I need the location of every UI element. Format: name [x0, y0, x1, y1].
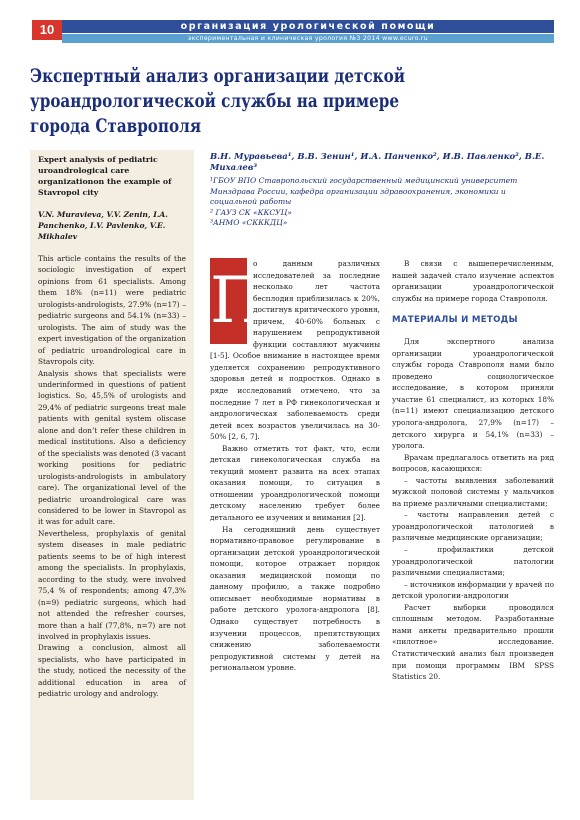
body-paragraph: Расчет выборки проводился сплошным методом. Разработанные нами анкеты предварительно прошли «пилотное» исследование. Статистический анализ был произведен при помощи программы IBM SPSS Statistics 20.: [392, 602, 554, 682]
abstract-paragraph: Analysis shows that specialists were underinformed in questions of patient logistics. So, 45,5% of urologists and 29,4% of pediatric surgeons treat male patients with genital system oliscase alone and don’t refer these children in medical institutions. Also a deficiency of the specialists was denoted (3 vacant working positions for pediatric urologists-andrologists in ambulatory care). The organizational level of the pediatric uroandrological care was considered to be lower in Stavropol as it was for adult care.: [38, 368, 186, 527]
list-item: – частоты выявления заболеваний мужской половой системы у мальчиков на приеме различными специалистами;: [392, 475, 554, 508]
journal-subline-band: экспериментальная и клиническая урология №3 2014 www.ecuro.ru: [62, 34, 554, 43]
english-abstract: [38, 253, 186, 700]
body-column-left: [210, 258, 380, 674]
abstract-paragraph: This article contains the results of the sociologic investigation of expert opinions from 61 specialists. Among them 18% (n=11) were pediatric urologists-andrologists, 27.9% (n=17) – pediatric surgeons and 54.1% (n=33) – urologists. The aim of study was the expert investigation of the organization of pediatric uroandrological care in Stavropols city.: [38, 254, 186, 367]
article-title: Экспертный анализ организации детской уроандрологической службы на примере города Ставрополя: [30, 66, 405, 137]
body-paragraph: Врачам предлагалось ответить на ряд вопросов, касающихся:: [392, 452, 554, 474]
list-item: – источников информации у врачей по детской урологии-андрологии: [392, 579, 554, 601]
section-title-band: организация урологической помощи: [62, 20, 554, 33]
affiliation: ¹ГБОУ ВПО Ставропольский государственный медицинский университет Минздрава России, кафедра организации здравоохранения, экономики и социальной работы: [210, 176, 518, 206]
page-header: [0, 0, 580, 52]
body-paragraph: В связи с вышеперечисленным, нашей задачей стало изучение аспектов организации уроандрологической службы на примере города Ставрополя.: [392, 259, 554, 303]
body-paragraph: На сегодняшний день существует нормативно-правовое регулирование в организации детской уроандрологической помощи, которое отражает порядок оказания медицинской помощи по данному профилю, а также подробно описывает необходимые нормативы в работе детского уролога-андролога [8]. Однако существует потребность в изучении процессов, препятствующих снижению заболеваемости репродуктивной системы у детей на региональном уровне.: [210, 524, 380, 673]
body-paragraph: о данным различных исследователей за последние несколько лет частота бесплодия приблизилась к 20%, достигнув критического уровня, причем, 40-60% больных с нарушением репродуктивной функции составляют мужчины [1-5]. Особое внимание в настоящее время уделяется сохранению репродуктивного здоровья детей и подростков. Однако в ряде исследований отмечено, что за последние 7 лет в РФ гинекологическая и андрологическая заболеваемость среди детей всех возрастов увеличилась на 30-50% [2, 6, 7].: [210, 259, 380, 442]
body-paragraph: Важно отметить тот факт, что, если детская гинекологическая служба на текущий момент развита на всех этапах оказания помощи, то ситуация в отношении уроандрологической помощи детскому населению требует более детального ее изучения и внимания [2].: [210, 443, 380, 523]
affiliations: [210, 176, 555, 229]
page-number: 10: [32, 20, 62, 40]
section-heading: МАТЕРИАЛЫ И МЕТОДЫ: [392, 315, 518, 326]
affiliation: ² ГАУЗ СК «ККСУЦ»: [210, 207, 292, 217]
english-authors: V.N. Muravieva, V.V. Zenin, I.A. Panchenko, I.V. Pavlenko, V.E. Mikhalev: [38, 210, 168, 241]
body-paragraph: Для экспертного анализа организации уроандрологической службы города Ставрополя нами было проведено социологическое исследование, в котором приняли участие 61 специалист, из которых 18% (n=11) имеют специализацию детского уролога-андролога, 27,9% (n=17) – детского хирурга и 54,1% (n=33) – уролога.: [392, 337, 554, 451]
affiliation: ³АНМО «СКККДЦ»: [210, 218, 288, 227]
authors-line: В.Н. Муравьева¹, В.В. Зенин¹, И.А. Панченко², И.В. Павленко², В.Е. Михалев³: [210, 152, 545, 173]
body-column-right: [392, 258, 554, 683]
drop-cap: П: [210, 258, 247, 344]
list-item: – профилактики детской уроандрологической патологии различными специалистами;: [392, 545, 554, 578]
list-item: – частоты направления детей с уроандрологической патологией в различные медицинские организации;: [392, 510, 554, 543]
abstract-paragraph: Nevertheless, prophylaxis of genital system diseases in male pediatric patients seems to be of high interest among the specialists. In prophylaxis, according to the study, were involved 75,4 % of respondents; among 47,3% (n=9) pediatric surgeons, which had not attended the refresher courses, more than a half (77,8%, n=7) are not involved in prophylaxis issues.: [38, 528, 186, 641]
abstract-paragraph: Drawing a conclusion, almost all specialists, who have participated in the study, noticed the necessity of the additional education in area of pediatric urology and andrology.: [38, 643, 186, 699]
english-title: Expert analysis of pediatric uroandrological care organizationon the example of Stavropol city: [38, 155, 172, 197]
